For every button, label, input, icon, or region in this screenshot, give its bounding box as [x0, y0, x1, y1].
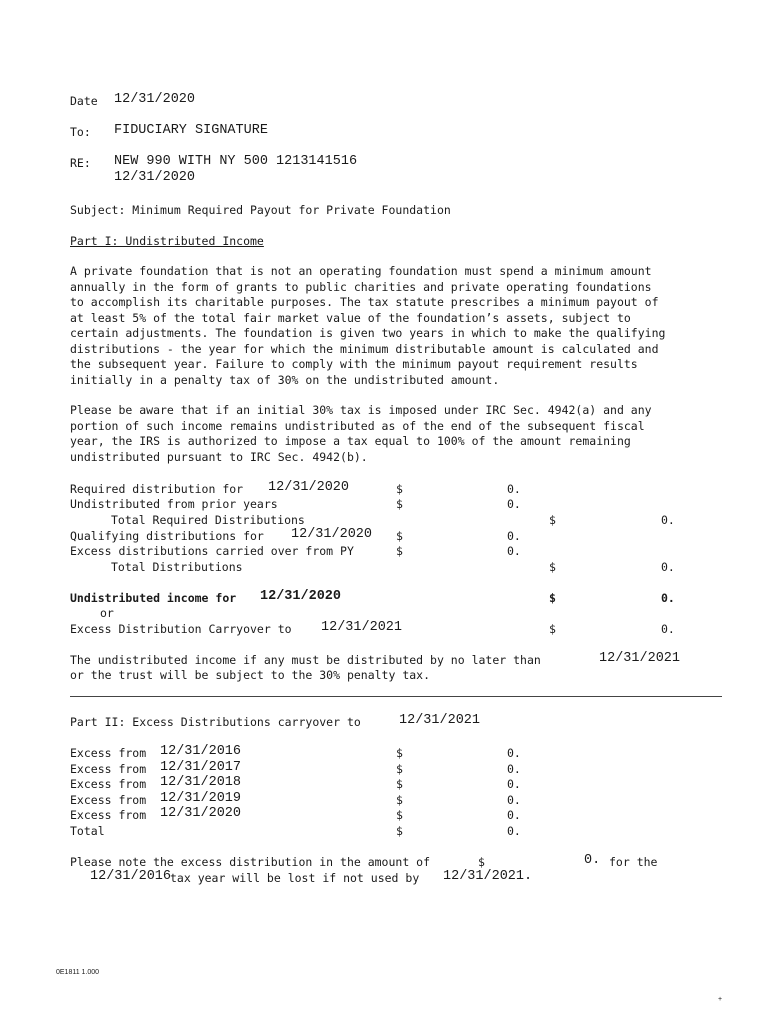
excess-from-amount: 0. [507, 793, 521, 807]
part1-paragraph1 [70, 264, 730, 388]
dollar-sign: $ [396, 544, 403, 558]
required-distribution-label: Required distribution for [70, 482, 244, 496]
total-required-amount: 0. [661, 513, 675, 527]
paragraph-line: distributions - the year for which the minimum distributable amount is calculated and [70, 341, 659, 356]
note-mid: tax year will be lost if not used by [170, 871, 420, 885]
excess-from-label: Excess from [70, 777, 147, 791]
part1-title: Part I: Undistributed Income [70, 234, 264, 248]
or-label: or [100, 606, 114, 620]
required-distribution-amount: 0. [507, 482, 521, 496]
deadline-text-line1: The undistributed income if any must be distributed by no later than [70, 653, 541, 667]
excess-from-label: Excess from [70, 793, 147, 807]
deadline-text-line2: or the trust will be subject to the 30% penalty tax. [70, 668, 431, 682]
part1-paragraph2 [70, 403, 730, 465]
total-label: Total [70, 824, 105, 838]
paragraph-line: A private foundation that is not an operating foundation must spend a minimum amount [70, 264, 652, 278]
total-distributions-amount: 0. [661, 560, 675, 574]
part2-title-date: 12/31/2021 [399, 713, 481, 728]
qualifying-distributions-label: Qualifying distributions for [70, 529, 264, 543]
dollar-sign: $ [396, 777, 403, 791]
undistributed-income-amount: 0. [661, 591, 675, 605]
carryover-label: Excess Distribution Carryover to [70, 622, 292, 636]
paragraph-line: annually in the form of grants to public charities and private operating foundations [70, 279, 652, 294]
excess-carried-over-label: Excess distributions carried over from PY [70, 544, 354, 558]
excess-carried-over-amount: 0. [507, 544, 521, 558]
dollar-sign: $ [396, 529, 403, 543]
excess-from-amount: 0. [507, 746, 521, 760]
excess-from-date: 12/31/2016 [160, 744, 242, 759]
date-value: 12/31/2020 [114, 92, 196, 107]
excess-from-amount: 0. [507, 777, 521, 791]
dollar-sign: $ [396, 762, 403, 776]
total-amount: 0. [507, 824, 521, 838]
paragraph-line: to accomplish its charitable purposes. The tax statute prescribes a minimum payout of [70, 295, 659, 309]
excess-from-date: 12/31/2018 [160, 775, 242, 790]
paragraph-line: Please be aware that if an initial 30% tax is imposed under IRC Sec. 4942(a) and any [70, 403, 652, 417]
re-label: RE: [70, 156, 91, 170]
re-value-line1: NEW 990 WITH NY 500 1213141516 [114, 154, 358, 169]
dollar-sign: $ [396, 497, 403, 511]
plus-mark: + [718, 996, 723, 1003]
dollar-sign: $ [549, 560, 556, 574]
excess-from-amount: 0. [507, 808, 521, 822]
excess-from-amount: 0. [507, 762, 521, 776]
required-distribution-date: 12/31/2020 [268, 480, 350, 495]
note-amount: 0. [584, 853, 601, 868]
paragraph-line: portion of such income remains undistributed as of the end of the subsequent fiscal [70, 418, 645, 433]
dollar-sign: $ [549, 591, 556, 605]
dollar-sign: $ [396, 746, 403, 760]
to-label: To: [70, 125, 91, 139]
paragraph-line: certain adjustments. The foundation is given two years in which to make the qualifying [70, 326, 666, 340]
undistributed-prior-amount: 0. [507, 497, 521, 511]
excess-from-date: 12/31/2019 [160, 791, 242, 806]
undistributed-income-label: Undistributed income for [70, 591, 237, 605]
paragraph-line: undistributed pursuant to IRC Sec. 4942(b). [70, 449, 368, 464]
paragraph-line: at least 5% of the total fair market value of the foundation’s assets, subject to [70, 310, 631, 325]
dollar-sign: $ [396, 808, 403, 822]
note-for: for the [609, 855, 658, 869]
part2-title: Part II: Excess Distributions carryover to [70, 715, 361, 729]
section-divider [70, 696, 722, 697]
excess-from-date: 12/31/2017 [160, 760, 242, 775]
excess-from-label: Excess from [70, 762, 147, 776]
undistributed-income-date: 12/31/2020 [260, 589, 342, 604]
dollar-sign: $ [396, 793, 403, 807]
dollar-sign: $ [396, 824, 403, 838]
excess-from-label: Excess from [70, 746, 147, 760]
paragraph-line: initially in a penalty tax of 30% on the undistributed amount. [70, 372, 500, 387]
carryover-date: 12/31/2021 [321, 620, 403, 635]
excess-from-label: Excess from [70, 808, 147, 822]
dollar-sign: $ [549, 622, 556, 636]
qualifying-distributions-amount: 0. [507, 529, 521, 543]
note-year: 12/31/2016 [90, 869, 172, 884]
re-value-line2: 12/31/2020 [114, 170, 196, 185]
paragraph-line: the subsequent year. Failure to comply with the minimum payout requirement results [70, 357, 638, 371]
undistributed-prior-label: Undistributed from prior years [70, 497, 278, 511]
note-deadline: 12/31/2021. [443, 869, 533, 884]
dollar-sign: $ [549, 513, 556, 527]
to-value: FIDUCIARY SIGNATURE [114, 123, 268, 138]
carryover-amount: 0. [661, 622, 675, 636]
form-code: 0E1811 1.000 [56, 969, 100, 976]
dollar-sign: $ [396, 482, 403, 496]
deadline-date: 12/31/2021 [599, 651, 681, 666]
qualifying-distributions-date: 12/31/2020 [291, 527, 373, 542]
excess-from-date: 12/31/2020 [160, 806, 242, 821]
total-distributions-label: Total Distributions [111, 560, 243, 574]
total-required-label: Total Required Distributions [111, 513, 305, 527]
date-label: Date [70, 94, 98, 108]
dollar-sign: $ [478, 855, 485, 869]
note-prefix: Please note the excess distribution in the amount of [70, 855, 431, 869]
paragraph-line: year, the IRS is authorized to impose a tax equal to 100% of the amount remaining [70, 434, 631, 448]
subject-line: Subject: Minimum Required Payout for Private Foundation [70, 203, 451, 217]
